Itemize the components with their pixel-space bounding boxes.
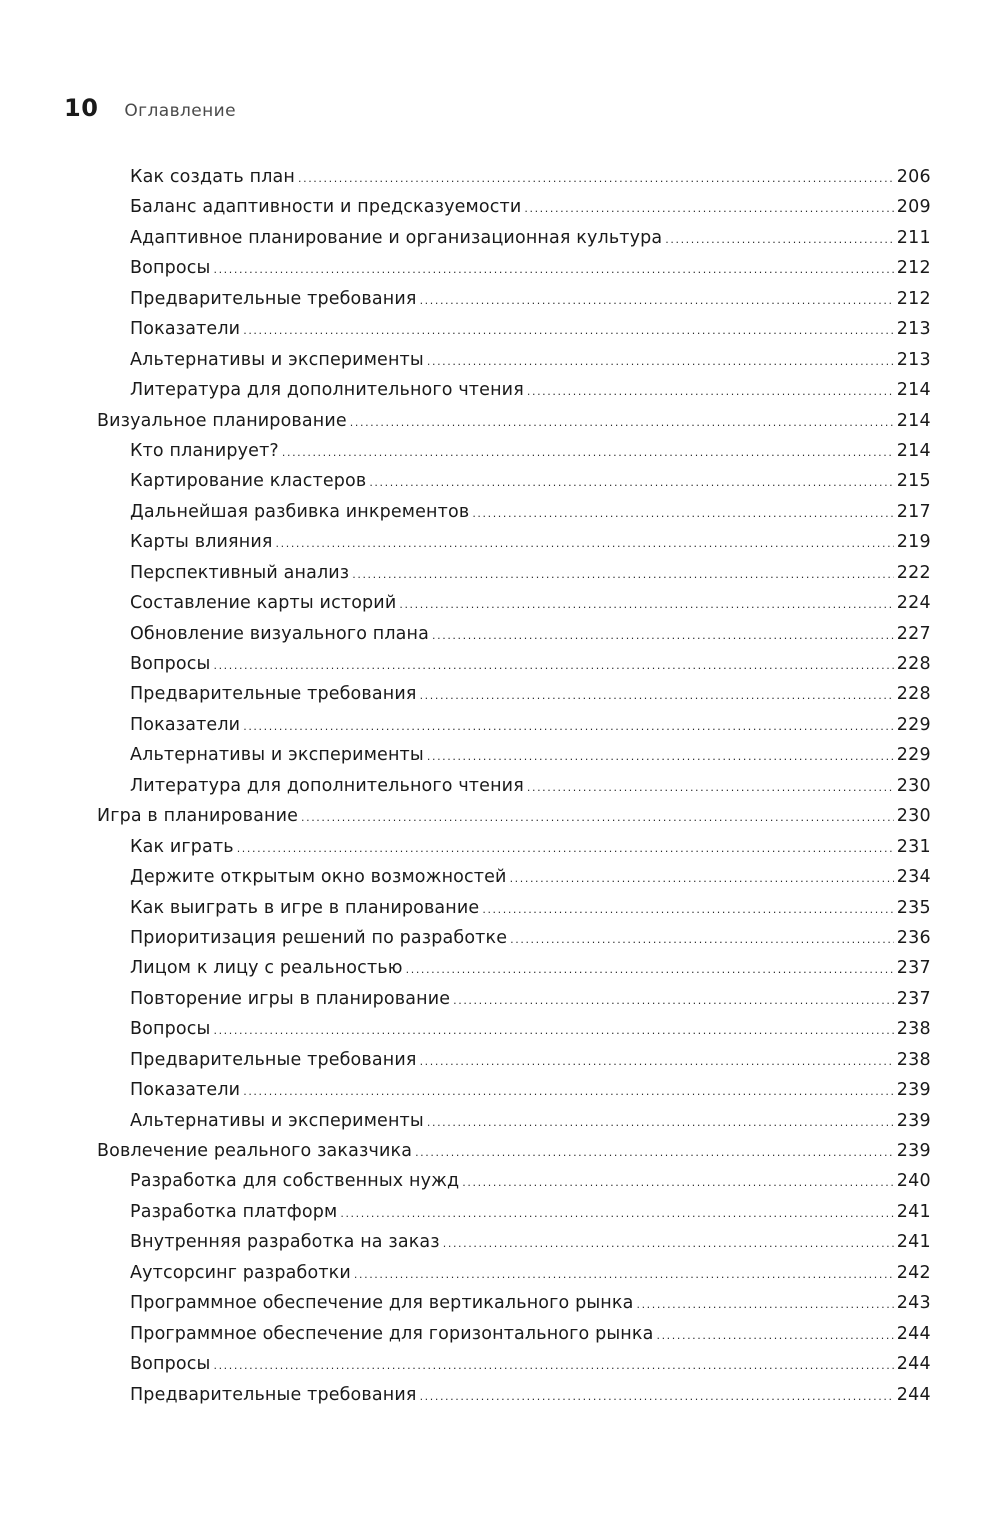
toc-subsection-entry[interactable] bbox=[97, 862, 931, 892]
toc-entry-title: Разработка платформ bbox=[130, 1201, 338, 1222]
dot-leader bbox=[427, 1108, 894, 1138]
toc-subsection-entry[interactable] bbox=[97, 923, 931, 953]
toc-entry-page-number: 235 bbox=[896, 897, 931, 918]
toc-entry-page-number: 229 bbox=[896, 714, 931, 735]
toc-entry-title: Обновление визуального плана bbox=[130, 623, 430, 644]
dot-leader bbox=[301, 803, 894, 833]
toc-entry-page-number: 212 bbox=[896, 258, 931, 279]
toc-entry-title: Вовлечение реального заказчика bbox=[97, 1141, 413, 1161]
toc-entry-page-number: 243 bbox=[896, 1293, 931, 1314]
toc-section-entry[interactable] bbox=[97, 406, 931, 436]
toc-entry-title: Литература для дополнительного чтения bbox=[130, 380, 524, 401]
dot-leader bbox=[213, 255, 893, 285]
toc-entry-page-number: 212 bbox=[896, 288, 931, 309]
toc-entry-page-number: 214 bbox=[896, 440, 931, 461]
toc-entry-page-number: 213 bbox=[896, 349, 931, 370]
toc-entry-title: Приоритизация решений по разработке bbox=[130, 927, 508, 948]
toc-entry-title: Внутренняя разработка на заказ bbox=[130, 1232, 440, 1253]
toc-entry-page-number: 241 bbox=[896, 1201, 931, 1222]
toc-entry-title: Вопросы bbox=[130, 258, 211, 279]
toc-subsection-entry[interactable] bbox=[97, 436, 931, 466]
toc-entry-page-number: 238 bbox=[896, 1019, 931, 1040]
toc-entry-title: Как создать план bbox=[130, 167, 296, 187]
dot-leader bbox=[427, 347, 894, 377]
toc-entry-page-number: 217 bbox=[896, 501, 931, 522]
toc-entry-page-number: 239 bbox=[896, 1141, 931, 1161]
toc-entry-title: Аутсорсинг разработки bbox=[130, 1262, 351, 1283]
dot-leader bbox=[213, 651, 893, 681]
dot-leader bbox=[350, 408, 894, 438]
dot-leader bbox=[665, 225, 893, 255]
toc-entry-page-number: 215 bbox=[896, 471, 931, 492]
toc-subsection-entry[interactable] bbox=[97, 314, 931, 344]
toc-subsection-entry[interactable] bbox=[97, 1166, 931, 1196]
toc-entry-title: Кто планирует? bbox=[130, 440, 279, 461]
toc-entry-title: Как играть bbox=[130, 836, 234, 857]
toc-entry-title: Литература для дополнительного чтения bbox=[130, 775, 524, 796]
toc-subsection-entry[interactable] bbox=[97, 832, 931, 862]
toc-subsection-entry[interactable] bbox=[97, 984, 931, 1014]
dot-leader bbox=[427, 742, 894, 772]
toc-entry-page-number: 244 bbox=[896, 1323, 931, 1344]
toc-entry-title: Держите открытым окно возможностей bbox=[130, 867, 507, 888]
toc-subsection-entry[interactable] bbox=[97, 497, 931, 527]
dot-leader bbox=[282, 438, 894, 468]
page-number: 10 bbox=[64, 94, 99, 122]
dot-leader bbox=[406, 955, 894, 985]
dot-leader bbox=[453, 986, 894, 1016]
toc-entry-page-number: 242 bbox=[896, 1262, 931, 1283]
dot-leader bbox=[443, 1229, 894, 1259]
toc-subsection-entry[interactable] bbox=[97, 710, 931, 740]
toc-entry-page-number: 244 bbox=[896, 1354, 931, 1375]
dot-leader bbox=[420, 286, 894, 316]
toc-subsection-entry[interactable] bbox=[97, 1288, 931, 1318]
toc-entry-page-number: 213 bbox=[896, 319, 931, 340]
toc-section-entry[interactable] bbox=[97, 801, 931, 831]
toc-entry-title: Предварительные требования bbox=[130, 288, 417, 309]
toc-entry-title: Как выиграть в игре в планирование bbox=[130, 897, 480, 918]
toc-entry-title: Баланс адаптивности и предсказуемости bbox=[130, 197, 522, 218]
toc-subsection-entry[interactable] bbox=[97, 527, 931, 557]
dot-leader bbox=[340, 1199, 893, 1229]
toc-entry-title: Разработка для собственных нужд bbox=[130, 1171, 460, 1192]
toc-subsection-entry[interactable] bbox=[97, 649, 931, 679]
toc-entry-page-number: 239 bbox=[896, 1110, 931, 1131]
toc-entry-page-number: 237 bbox=[896, 958, 931, 979]
toc-subsection-entry[interactable] bbox=[97, 893, 931, 923]
toc-subsection-entry[interactable] bbox=[97, 558, 931, 588]
toc-subsection-entry[interactable] bbox=[97, 1258, 931, 1288]
dot-leader bbox=[656, 1321, 893, 1351]
toc-entry-page-number: 214 bbox=[896, 410, 931, 431]
toc-subsection-entry[interactable] bbox=[97, 192, 931, 222]
toc-subsection-entry[interactable] bbox=[97, 1227, 931, 1257]
toc-subsection-entry[interactable] bbox=[97, 375, 931, 405]
toc-entry-title: Карты влияния bbox=[130, 532, 273, 553]
table-of-contents bbox=[97, 162, 931, 1410]
dot-leader bbox=[527, 773, 894, 803]
toc-entry-title: Дальнейшая разбивка инкрементов bbox=[130, 501, 470, 522]
toc-subsection-entry[interactable] bbox=[97, 345, 931, 375]
dot-leader bbox=[415, 1138, 894, 1168]
dot-leader bbox=[482, 895, 893, 925]
dot-leader bbox=[510, 864, 894, 894]
toc-entry-title: Программное обеспечение для горизонтального рынка bbox=[130, 1323, 654, 1344]
dot-leader bbox=[399, 590, 893, 620]
running-title: Оглавление bbox=[124, 101, 236, 121]
toc-subsection-entry[interactable] bbox=[97, 1319, 931, 1349]
toc-subsection-entry[interactable] bbox=[97, 679, 931, 709]
dot-leader bbox=[352, 560, 893, 590]
toc-entry-page-number: 230 bbox=[896, 806, 931, 827]
toc-entry-page-number: 238 bbox=[896, 1049, 931, 1070]
toc-entry-page-number: 237 bbox=[896, 988, 931, 1009]
dot-leader bbox=[472, 499, 893, 529]
toc-entry-title: Предварительные требования bbox=[130, 684, 417, 705]
toc-entry-title: Вопросы bbox=[130, 1354, 211, 1375]
toc-entry-page-number: 206 bbox=[896, 167, 931, 187]
toc-entry-title: Картирование кластеров bbox=[130, 471, 367, 492]
toc-subsection-entry[interactable] bbox=[97, 1349, 931, 1379]
toc-entry-page-number: 228 bbox=[896, 654, 931, 674]
toc-subsection-entry[interactable] bbox=[97, 162, 931, 192]
toc-entry-page-number: 230 bbox=[896, 775, 931, 796]
dot-leader bbox=[636, 1290, 893, 1320]
toc-entry-title: Игра в планирование bbox=[97, 806, 299, 827]
toc-subsection-entry[interactable] bbox=[97, 284, 931, 314]
toc-entry-page-number: 240 bbox=[896, 1171, 931, 1192]
dot-leader bbox=[369, 468, 893, 498]
toc-entry-title: Альтернативы и эксперименты bbox=[130, 349, 424, 370]
toc-entry-page-number: 227 bbox=[896, 623, 931, 644]
toc-subsection-entry[interactable] bbox=[97, 771, 931, 801]
dot-leader bbox=[420, 1382, 894, 1412]
toc-section-entry[interactable] bbox=[97, 1136, 931, 1166]
toc-entry-page-number: 241 bbox=[896, 1232, 931, 1253]
dot-leader bbox=[243, 316, 893, 346]
toc-subsection-entry[interactable] bbox=[97, 1014, 931, 1044]
toc-subsection-entry[interactable] bbox=[97, 1045, 931, 1075]
dot-leader bbox=[354, 1260, 894, 1290]
toc-entry-title: Адаптивное планирование и организационная культура bbox=[130, 227, 663, 248]
toc-entry-page-number: 236 bbox=[896, 927, 931, 948]
toc-entry-page-number: 222 bbox=[896, 562, 931, 583]
toc-entry-title: Составление карты историй bbox=[130, 593, 397, 614]
toc-entry-title: Альтернативы и эксперименты bbox=[130, 1110, 424, 1131]
toc-subsection-entry[interactable] bbox=[97, 253, 931, 283]
toc-entry-title: Перспективный анализ bbox=[130, 562, 350, 583]
toc-entry-title: Показатели bbox=[130, 714, 241, 735]
toc-entry-title: Альтернативы и эксперименты bbox=[130, 745, 424, 766]
toc-entry-page-number: 219 bbox=[896, 532, 931, 553]
toc-entry-title: Предварительные требования bbox=[130, 1049, 417, 1070]
toc-entry-page-number: 211 bbox=[896, 227, 931, 248]
toc-entry-page-number: 214 bbox=[896, 380, 931, 401]
dot-leader bbox=[462, 1168, 893, 1198]
dot-leader bbox=[237, 834, 894, 864]
dot-leader bbox=[527, 377, 894, 407]
dot-leader bbox=[298, 164, 894, 194]
page-header bbox=[64, 94, 236, 122]
toc-entry-page-number: 234 bbox=[896, 867, 931, 888]
toc-entry-title: Программное обеспечение для вертикального рынка bbox=[130, 1293, 634, 1314]
toc-entry-page-number: 229 bbox=[896, 745, 931, 766]
toc-subsection-entry[interactable] bbox=[97, 740, 931, 770]
toc-subsection-entry[interactable] bbox=[97, 1106, 931, 1136]
toc-entry-title: Вопросы bbox=[130, 1019, 211, 1040]
dot-leader bbox=[276, 529, 894, 559]
dot-leader bbox=[243, 712, 893, 742]
toc-entry-page-number: 209 bbox=[896, 197, 931, 218]
toc-entry-page-number: 228 bbox=[896, 684, 931, 705]
toc-subsection-entry[interactable] bbox=[97, 1380, 931, 1410]
toc-entry-title: Визуальное планирование bbox=[97, 410, 347, 431]
dot-leader bbox=[213, 1351, 893, 1381]
dot-leader bbox=[432, 621, 894, 651]
toc-entry-page-number: 239 bbox=[896, 1080, 931, 1101]
toc-entry-title: Предварительные требования bbox=[130, 1384, 417, 1405]
toc-entry-title: Вопросы bbox=[130, 654, 211, 674]
toc-subsection-entry[interactable] bbox=[97, 588, 931, 618]
dot-leader bbox=[213, 1016, 893, 1046]
toc-entry-title: Показатели bbox=[130, 319, 241, 340]
toc-entry-page-number: 224 bbox=[896, 593, 931, 614]
toc-entry-page-number: 244 bbox=[896, 1384, 931, 1405]
toc-entry-title: Лицом к лицу с реальностью bbox=[130, 958, 403, 979]
toc-subsection-entry[interactable] bbox=[97, 223, 931, 253]
toc-subsection-entry[interactable] bbox=[97, 466, 931, 496]
dot-leader bbox=[510, 925, 894, 955]
toc-subsection-entry[interactable] bbox=[97, 1197, 931, 1227]
dot-leader bbox=[420, 681, 894, 711]
toc-entry-page-number: 231 bbox=[896, 836, 931, 857]
dot-leader bbox=[243, 1077, 893, 1107]
dot-leader bbox=[420, 1047, 894, 1077]
toc-subsection-entry[interactable] bbox=[97, 953, 931, 983]
toc-entry-title: Повторение игры в планирование bbox=[130, 988, 451, 1009]
toc-subsection-entry[interactable] bbox=[97, 1075, 931, 1105]
toc-subsection-entry[interactable] bbox=[97, 619, 931, 649]
toc-entry-title: Показатели bbox=[130, 1080, 241, 1101]
dot-leader bbox=[524, 194, 893, 224]
